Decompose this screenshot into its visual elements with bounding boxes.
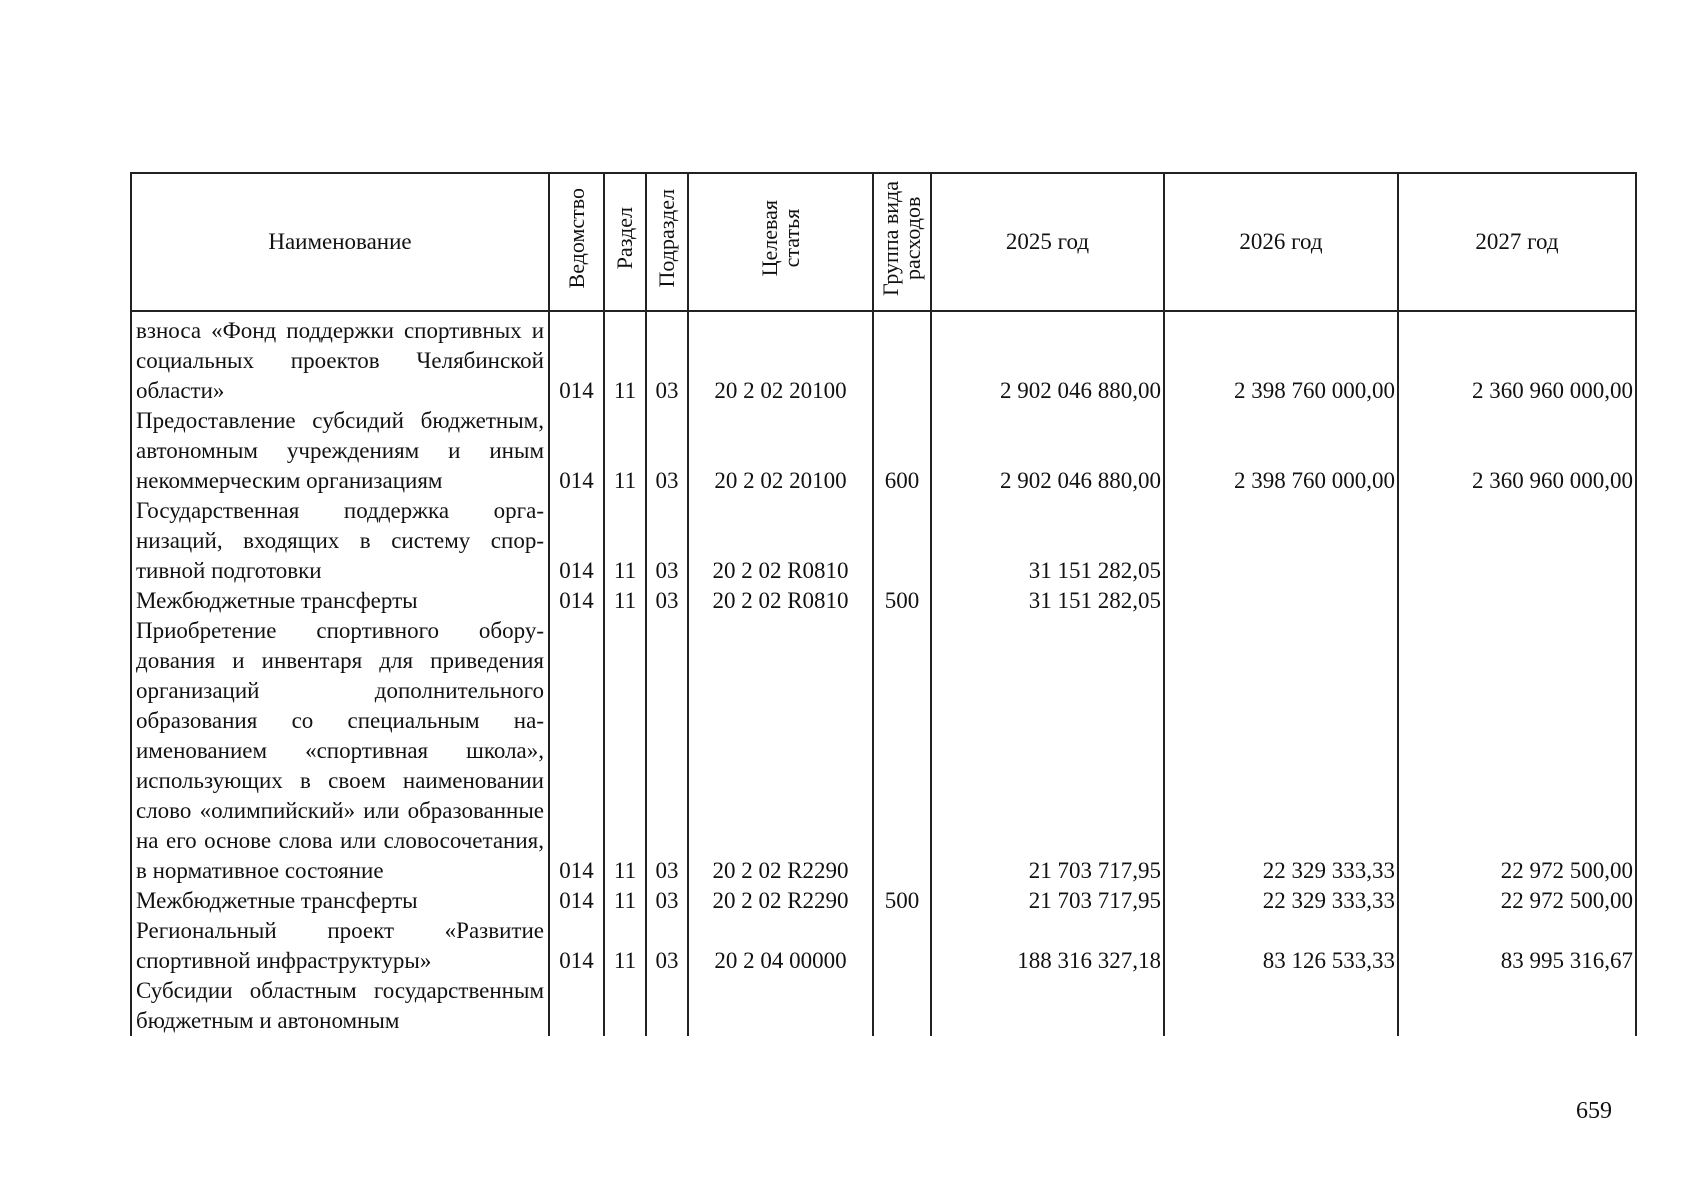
row-group: 500 — [873, 886, 931, 916]
row-2027: 2 360 960 000,00 — [1398, 406, 1636, 496]
header-name: Наименование — [131, 173, 549, 311]
row-2025: 2 902 046 880,00 — [931, 406, 1164, 496]
row-subsection: 03 — [646, 406, 688, 496]
row-target: 20 2 02 R0810 — [688, 586, 873, 616]
row-name: Приобретение спортивного оборудования и инвентаря для приведения организаций дополнительного образования со специальным наименованием «спортивная школа», использующих в своем наименовании слово «олимпийский» или образованные на его основе слова или словосочетания, в нормативное состояние — [131, 616, 549, 886]
header-2027: 2027 год — [1398, 173, 1636, 311]
row-name: Межбюджетные трансферты — [131, 586, 549, 616]
row-group: 600 — [873, 406, 931, 496]
row-2026: 22 329 333,33 — [1164, 616, 1398, 886]
row-dept: 014 — [549, 311, 604, 406]
row-name: Предоставление субсидий бюджетным, автономным учреждениям и иным некоммерческим организациям — [131, 406, 549, 496]
row-subsection: 03 — [646, 886, 688, 916]
table-row — [131, 886, 1636, 916]
row-2026: 2 398 760 000,00 — [1164, 406, 1398, 496]
row-2026 — [1164, 586, 1398, 616]
row-2027 — [1398, 496, 1636, 586]
row-target: 20 2 02 R0810 — [688, 496, 873, 586]
row-dept: 014 — [549, 886, 604, 916]
row-name: Субсидии областным государственным бюджетным и автономным — [131, 976, 549, 1036]
row-group — [873, 311, 931, 406]
row-target: 20 2 02 20100 — [688, 311, 873, 406]
header-subsection: Подраздел — [646, 173, 688, 311]
table-row — [131, 311, 1636, 406]
row-target: 20 2 02 20100 — [688, 406, 873, 496]
table-row — [131, 406, 1636, 496]
header-row — [131, 173, 1636, 311]
row-section: 11 — [604, 311, 646, 406]
row-group — [873, 916, 931, 976]
table-row — [131, 496, 1636, 586]
header-2025: 2025 год — [931, 173, 1164, 311]
row-group — [873, 616, 931, 886]
row-2027: 2 360 960 000,00 — [1398, 311, 1636, 406]
row-dept: 014 — [549, 616, 604, 886]
row-2025: 2 902 046 880,00 — [931, 311, 1164, 406]
header-target: Целевая статья — [688, 173, 873, 311]
row-2025: 31 151 282,05 — [931, 496, 1164, 586]
table-row — [131, 916, 1636, 976]
row-subsection: 03 — [646, 496, 688, 586]
row-name: Межбюджетные трансферты — [131, 886, 549, 916]
table-row — [131, 976, 1636, 1036]
row-subsection: 03 — [646, 311, 688, 406]
header-dept: Ведомство — [549, 173, 604, 311]
row-name: взноса «Фонд поддержки спортивных и социальных проектов Челябинской области» — [131, 311, 549, 406]
row-dept: 014 — [549, 916, 604, 976]
row-dept: 014 — [549, 586, 604, 616]
row-target: 20 2 02 R2290 — [688, 616, 873, 886]
row-2026: 83 126 533,33 — [1164, 916, 1398, 976]
row-name: Региональный проект «Развитие спортивной инфраструктуры» — [131, 916, 549, 976]
row-2026: 2 398 760 000,00 — [1164, 311, 1398, 406]
row-section: 11 — [604, 496, 646, 586]
row-2025: 21 703 717,95 — [931, 886, 1164, 916]
row-2025: 21 703 717,95 — [931, 616, 1164, 886]
row-2027 — [1398, 976, 1636, 1036]
row-section: 11 — [604, 916, 646, 976]
table-row — [131, 616, 1636, 886]
header-2026: 2026 год — [1164, 173, 1398, 311]
row-2025: 188 316 327,18 — [931, 916, 1164, 976]
row-dept: 014 — [549, 406, 604, 496]
row-group: 500 — [873, 586, 931, 616]
row-2025: 31 151 282,05 — [931, 586, 1164, 616]
row-subsection: 03 — [646, 916, 688, 976]
row-target: 20 2 02 R2290 — [688, 886, 873, 916]
row-2027: 22 972 500,00 — [1398, 616, 1636, 886]
row-subsection: 03 — [646, 616, 688, 886]
header-group: Группа вида расходов — [873, 173, 931, 311]
row-section — [604, 976, 646, 1036]
row-section: 11 — [604, 886, 646, 916]
row-section: 11 — [604, 586, 646, 616]
row-section: 11 — [604, 616, 646, 886]
row-2027 — [1398, 586, 1636, 616]
row-name: Государственная поддержка организаций, входящих в систему спортивной подготовки — [131, 496, 549, 586]
row-subsection: 03 — [646, 586, 688, 616]
row-2026 — [1164, 976, 1398, 1036]
page-number: 659 — [1576, 1098, 1612, 1124]
row-dept: 014 — [549, 496, 604, 586]
row-2025 — [931, 976, 1164, 1036]
row-group — [873, 496, 931, 586]
row-2027: 83 995 316,67 — [1398, 916, 1636, 976]
budget-table — [130, 172, 1637, 1036]
row-2026 — [1164, 496, 1398, 586]
header-section: Раздел — [604, 173, 646, 311]
row-dept — [549, 976, 604, 1036]
row-subsection — [646, 976, 688, 1036]
row-section: 11 — [604, 406, 646, 496]
table-row — [131, 586, 1636, 616]
row-group — [873, 976, 931, 1036]
row-target — [688, 976, 873, 1036]
row-target: 20 2 04 00000 — [688, 916, 873, 976]
row-2026: 22 329 333,33 — [1164, 886, 1398, 916]
row-2027: 22 972 500,00 — [1398, 886, 1636, 916]
